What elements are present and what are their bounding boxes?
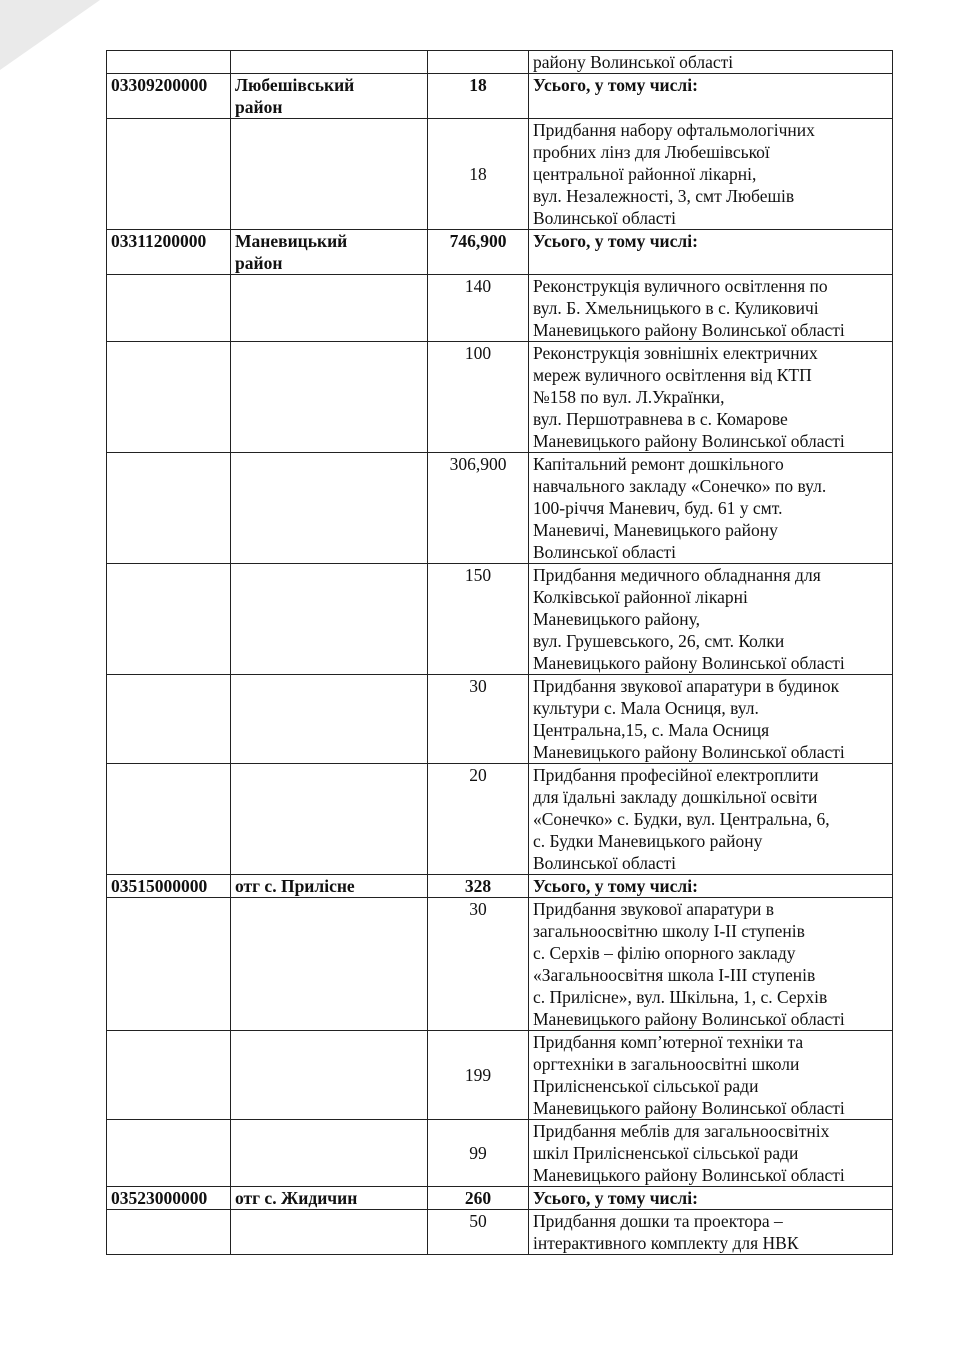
cell-code <box>107 564 231 675</box>
table-row <box>107 675 893 764</box>
cell-amount: 50 <box>428 1210 529 1255</box>
description-line: Придбання звукової апаратури в <box>533 899 774 919</box>
cell-name <box>231 675 428 764</box>
description-line: Маневицького району Волинської області <box>533 1009 845 1029</box>
table-row <box>107 1210 893 1255</box>
description-line: для їдальні закладу дошкільної освіти <box>533 787 818 807</box>
description-line: Прилісненської сільської ради <box>533 1076 759 1096</box>
table-row <box>107 898 893 1031</box>
cell-amount <box>428 51 529 74</box>
cell-code <box>107 342 231 453</box>
cell-amount: 306,900 <box>428 453 529 564</box>
table-row-total <box>107 230 893 275</box>
description-line: центральної районної лікарні, <box>533 164 757 184</box>
cell-code <box>107 1210 231 1255</box>
cell-code <box>107 1031 231 1120</box>
name-line: отг с. Жидичин <box>235 1188 358 1208</box>
description-line: Маневичі, Маневицького району <box>533 520 778 540</box>
description-line: Маневицького району Волинської області <box>533 1165 845 1185</box>
cell-amount: 746,900 <box>428 230 529 275</box>
description-line: пробних лінз для Любешівської <box>533 142 770 162</box>
name-line: район <box>235 253 283 273</box>
cell-amount: 199 <box>428 1031 529 1120</box>
name-line: район <box>235 97 283 117</box>
table-row <box>107 764 893 875</box>
description-line: Маневицького району Волинської області <box>533 1098 845 1118</box>
cell-amount: 328 <box>428 875 529 898</box>
cell-description <box>529 230 893 275</box>
description-line: Придбання звукової апаратури в будинок <box>533 676 840 696</box>
cell-code <box>107 119 231 230</box>
description-line: Придбання комп’ютерної техніки та <box>533 1032 804 1052</box>
cell-description <box>529 764 893 875</box>
description-line: с. Серхів – філію опорного закладу <box>533 943 796 963</box>
cell-amount: 150 <box>428 564 529 675</box>
description-line: Волинської області <box>533 853 676 873</box>
table-row <box>107 342 893 453</box>
cell-name <box>231 1210 428 1255</box>
cell-amount: 30 <box>428 675 529 764</box>
cell-code: 03515000000 <box>107 875 231 898</box>
description-line: Придбання медичного обладнання для <box>533 565 821 585</box>
table-row <box>107 1120 893 1187</box>
cell-amount: 100 <box>428 342 529 453</box>
cell-amount: 30 <box>428 898 529 1031</box>
cell-name <box>231 74 428 119</box>
cell-description <box>529 1210 893 1255</box>
table-body <box>107 51 893 1255</box>
description-line: вул. Б. Хмельницького в с. Куликовичі <box>533 298 819 318</box>
description-line: Маневицького району Волинської області <box>533 431 845 451</box>
cell-name <box>231 119 428 230</box>
cell-description <box>529 453 893 564</box>
description-line: Усього, у тому числі: <box>533 75 698 95</box>
name-line: Маневицький <box>235 231 348 251</box>
description-line: навчального закладу «Сонечко» по вул. <box>533 476 827 496</box>
cell-name <box>231 1187 428 1210</box>
description-line: Усього, у тому числі: <box>533 876 698 896</box>
description-line: загальноосвітню школу І-ІІ ступенів <box>533 921 805 941</box>
cell-code: 03309200000 <box>107 74 231 119</box>
cell-amount: 18 <box>428 119 529 230</box>
cell-name <box>231 764 428 875</box>
cell-code: 03311200000 <box>107 230 231 275</box>
description-line: Усього, у тому числі: <box>533 1188 698 1208</box>
budget-table <box>106 50 893 1255</box>
description-line: мереж вуличного освітлення від КТП <box>533 365 812 385</box>
cell-name <box>231 230 428 275</box>
table-row-total <box>107 1187 893 1210</box>
description-line: оргтехніки в загальноосвітні школи <box>533 1054 800 1074</box>
description-line: Придбання дошки та проектора – <box>533 1211 783 1231</box>
cell-code <box>107 898 231 1031</box>
cell-description <box>529 675 893 764</box>
table-row <box>107 119 893 230</box>
description-line: Волинської області <box>533 542 676 562</box>
cell-description <box>529 74 893 119</box>
table-row <box>107 275 893 342</box>
description-line: №158 по вул. Л.Українки, <box>533 387 725 407</box>
document-page <box>106 50 892 1255</box>
cell-name <box>231 875 428 898</box>
cell-description <box>529 564 893 675</box>
cell-name <box>231 564 428 675</box>
cell-description <box>529 342 893 453</box>
cell-code <box>107 764 231 875</box>
cell-code: 03523000000 <box>107 1187 231 1210</box>
table-row-total <box>107 875 893 898</box>
cell-name <box>231 898 428 1031</box>
description-line: інтерактивного комплекту для НВК <box>533 1233 799 1253</box>
description-line: с. Прилісне», вул. Шкільна, 1, с. Серхів <box>533 987 828 1007</box>
description-line: Маневицького району Волинської області <box>533 742 845 762</box>
description-line: Усього, у тому числі: <box>533 231 698 251</box>
description-line: Придбання набору офтальмологічних <box>533 120 815 140</box>
cell-description <box>529 1120 893 1187</box>
cell-name <box>231 275 428 342</box>
description-line: Реконструкція вуличного освітлення по <box>533 276 828 296</box>
cell-name <box>231 342 428 453</box>
cell-description <box>529 1031 893 1120</box>
description-line: вул. Першотравнева в с. Комарове <box>533 409 788 429</box>
cell-description <box>529 275 893 342</box>
description-line: с. Будки Маневицького району <box>533 831 763 851</box>
cell-name <box>231 51 428 74</box>
cell-code <box>107 675 231 764</box>
description-line: «Сонечко» с. Будки, вул. Центральна, 6, <box>533 809 830 829</box>
cell-amount: 140 <box>428 275 529 342</box>
description-line: вул. Незалежності, 3, смт Любешів <box>533 186 795 206</box>
description-line: Центральна,15, с. Мала Осниця <box>533 720 770 740</box>
cell-name <box>231 1120 428 1187</box>
description-line: вул. Грушевського, 26, смт. Колки <box>533 631 785 651</box>
cell-description <box>529 119 893 230</box>
description-line: 100-річчя Маневич, буд. 61 у смт. <box>533 498 783 518</box>
cell-code <box>107 1120 231 1187</box>
cell-amount: 260 <box>428 1187 529 1210</box>
table-row <box>107 564 893 675</box>
description-line: Колківської районної лікарні <box>533 587 748 607</box>
description-line: шкіл Прилісненської сільської ради <box>533 1143 799 1163</box>
description-line: культури с. Мала Осниця, вул. <box>533 698 759 718</box>
description-line: Капітальний ремонт дошкільного <box>533 454 784 474</box>
scan-shadow <box>0 0 100 70</box>
description-line: Придбання професійної електроплити <box>533 765 819 785</box>
description-line: Маневицького району Волинської області <box>533 320 845 340</box>
cell-description <box>529 898 893 1031</box>
cell-name <box>231 453 428 564</box>
cell-amount: 20 <box>428 764 529 875</box>
table-row <box>107 51 893 74</box>
cell-description <box>529 1187 893 1210</box>
name-line: отг с. Прилісне <box>235 876 355 896</box>
cell-amount: 18 <box>428 74 529 119</box>
table-row-total <box>107 74 893 119</box>
cell-amount: 99 <box>428 1120 529 1187</box>
cell-code <box>107 275 231 342</box>
name-line: Любешівський <box>235 75 355 95</box>
description-line: Маневицького району Волинської області <box>533 653 845 673</box>
description-line: Маневицького району, <box>533 609 701 629</box>
description-line: Волинської області <box>533 208 676 228</box>
description-line: «Загальноосвітня школа І-ІІІ ступенів <box>533 965 816 985</box>
cell-description <box>529 875 893 898</box>
description-line: Придбання меблів для загальноосвітніх <box>533 1121 830 1141</box>
cell-code <box>107 453 231 564</box>
cell-code <box>107 51 231 74</box>
description-line: Реконструкція зовнішніх електричних <box>533 343 818 363</box>
table-row <box>107 1031 893 1120</box>
cell-description <box>529 51 893 74</box>
cell-name <box>231 1031 428 1120</box>
description-line: району Волинської області <box>533 52 734 72</box>
table-row <box>107 453 893 564</box>
